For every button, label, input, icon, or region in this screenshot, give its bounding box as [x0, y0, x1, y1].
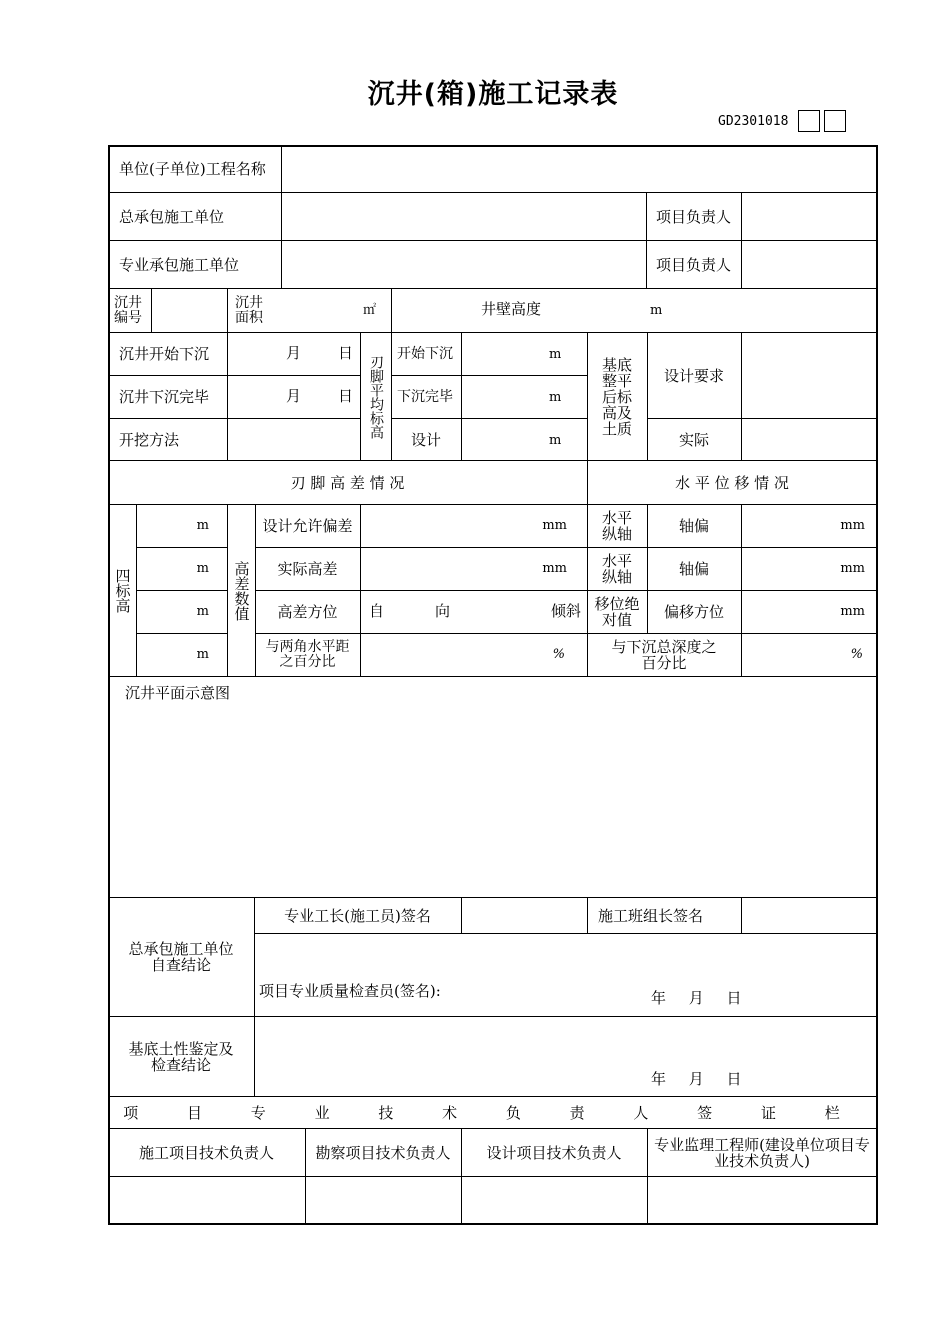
- blade-start-label: 开始下沉: [391, 333, 462, 376]
- project-manager-label-1: 项目负责人: [646, 193, 742, 241]
- horizontal-shift-header: 水 平 位 移 情 况: [587, 461, 878, 505]
- diff-direction-field[interactable]: [360, 591, 588, 634]
- supervisor-sign[interactable]: [647, 1177, 878, 1225]
- corner-pct-field[interactable]: %: [360, 634, 588, 677]
- unit-project-name-field[interactable]: [281, 145, 878, 193]
- blade-avg-text: 刃脚平均标高: [368, 354, 384, 439]
- project-manager-field-2[interactable]: [741, 241, 878, 289]
- excavation-label: 开挖方法: [108, 419, 228, 461]
- design-tech-label: 设计项目技术负责人: [461, 1129, 648, 1177]
- blade-design-field[interactable]: [461, 419, 588, 461]
- survey-tech-label: 勘察项目技术负责人: [305, 1129, 462, 1177]
- axis-dev-field-2[interactable]: mm: [741, 548, 878, 591]
- finish-month-label: 月: [286, 387, 302, 405]
- h-axis-label-1: 水平纵轴: [587, 505, 648, 548]
- general-contractor-label: 总承包施工单位: [108, 193, 282, 241]
- from-label: 自: [369, 602, 385, 620]
- tilt-label: 倾斜: [551, 602, 582, 620]
- signature-header: 项 目 专 业 技 术 负 责 人 签 证 栏: [108, 1097, 878, 1129]
- blade-diff-header: 刃 脚 高 差 情 况: [108, 461, 588, 505]
- corner-pct-label: 与两角水平距之百分比: [255, 634, 361, 677]
- four-elev-text: 四标高: [113, 568, 132, 613]
- caisson-area-label: 沉井面积: [235, 294, 263, 326]
- finish-sink-date[interactable]: [227, 376, 361, 419]
- blade-design-label: 设计: [391, 419, 462, 461]
- to-label: 向: [435, 602, 451, 620]
- diff-values-label: [227, 505, 256, 677]
- unit-project-name-label: 单位(子单位)工程名称: [108, 145, 282, 193]
- axis-dev-label-1: 轴偏: [647, 505, 742, 548]
- survey-tech-sign[interactable]: [305, 1177, 462, 1225]
- blade-avg-label: [360, 333, 392, 461]
- blade-start-field[interactable]: [461, 333, 588, 376]
- offset-dir-field[interactable]: mm: [741, 591, 878, 634]
- wall-height-unit: m: [650, 303, 663, 318]
- project-manager-label-2: 项目负责人: [646, 241, 742, 289]
- form-code: GD2301018: [718, 114, 789, 129]
- page-title: 沉井(箱)施工记录表: [367, 79, 619, 110]
- inspector-date: 年 月 日: [651, 989, 742, 1007]
- team-leader-sign-label: 施工班组长签名: [587, 898, 742, 934]
- wall-height-label: 井壁高度: [481, 300, 542, 318]
- diff-direction-label: 高差方位: [255, 591, 361, 634]
- start-sink-label: 沉井开始下沉: [108, 333, 228, 376]
- construction-tech-label: 施工项目技术负责人: [108, 1129, 306, 1177]
- shift-abs-label: 移位绝对值: [587, 591, 648, 634]
- h-axis-label-2: 水平纵轴: [587, 548, 648, 591]
- supervisor-label: 专业监理工程师(建设单位项目专业技术负责人): [647, 1129, 878, 1177]
- blade-finish-label: 下沉完毕: [391, 376, 462, 419]
- foreman-sign-label: 专业工长(施工员)签名: [254, 898, 462, 934]
- contractor-conclusion-label: 总承包施工单位自查结论: [108, 898, 255, 1017]
- four-elev-label: [108, 505, 137, 677]
- axis-dev-field-1[interactable]: mm: [741, 505, 878, 548]
- diff-values-text: 高差数值: [232, 560, 251, 621]
- inspector-sign-area[interactable]: [254, 934, 878, 1017]
- code-box-2[interactable]: [824, 110, 846, 132]
- depth-pct-label: 与下沉总深度之百分比: [587, 634, 742, 677]
- allow-dev-label: 设计允许偏差: [255, 505, 361, 548]
- actual-label: 实际: [647, 419, 742, 461]
- start-month-label: 月: [286, 344, 302, 362]
- excavation-field[interactable]: [227, 419, 361, 461]
- axis-dev-label-2: 轴偏: [647, 548, 742, 591]
- code-box-1[interactable]: [798, 110, 820, 132]
- caisson-area-cell[interactable]: [227, 289, 392, 333]
- soil-date: 年 月 日: [651, 1070, 742, 1088]
- offset-dir-label: 偏移方位: [647, 591, 742, 634]
- finish-sink-label: 沉井下沉完毕: [108, 376, 228, 419]
- blade-design-unit: m: [549, 433, 562, 448]
- caisson-number-label: 沉井编号: [108, 289, 152, 333]
- base-label: 基底整平后标高及土质: [601, 355, 632, 438]
- finish-day-label: 日: [338, 387, 354, 405]
- blade-finish-field[interactable]: [461, 376, 588, 419]
- plan-area[interactable]: [108, 677, 878, 898]
- project-manager-field-1[interactable]: [741, 193, 878, 241]
- team-leader-sign-field[interactable]: [741, 898, 878, 934]
- start-sink-date[interactable]: [227, 333, 361, 376]
- base-label-cell: [587, 333, 648, 461]
- inspector-sign-label: 项目专业质量检查员(签名):: [259, 982, 441, 1000]
- actual-field[interactable]: [741, 419, 878, 461]
- construction-tech-sign[interactable]: [108, 1177, 306, 1225]
- design-req-label: 设计要求: [647, 333, 742, 419]
- wall-height-cell[interactable]: [391, 289, 878, 333]
- elev-3-field[interactable]: m: [136, 591, 228, 634]
- elev-2-field[interactable]: m: [136, 548, 228, 591]
- soil-conclusion-area[interactable]: [254, 1017, 878, 1097]
- plan-label: 沉井平面示意图: [125, 684, 231, 702]
- area-unit: ㎡: [363, 303, 377, 318]
- design-tech-sign[interactable]: [461, 1177, 648, 1225]
- actual-diff-field[interactable]: mm: [360, 548, 588, 591]
- blade-start-unit: m: [549, 347, 562, 362]
- specialty-contractor-field[interactable]: [281, 241, 647, 289]
- elev-1-field[interactable]: m: [136, 505, 228, 548]
- specialty-contractor-label: 专业承包施工单位: [108, 241, 282, 289]
- soil-conclusion-label: 基底土性鉴定及检查结论: [108, 1017, 255, 1097]
- blade-finish-unit: m: [549, 390, 562, 405]
- caisson-number-field[interactable]: [151, 289, 228, 333]
- foreman-sign-field[interactable]: [461, 898, 588, 934]
- actual-diff-label: 实际高差: [255, 548, 361, 591]
- general-contractor-field[interactable]: [281, 193, 647, 241]
- design-req-field[interactable]: [741, 333, 878, 419]
- start-day-label: 日: [338, 344, 354, 362]
- allow-dev-field[interactable]: mm: [360, 505, 588, 548]
- depth-pct-field[interactable]: %: [741, 634, 878, 677]
- elev-4-field[interactable]: m: [136, 634, 228, 677]
